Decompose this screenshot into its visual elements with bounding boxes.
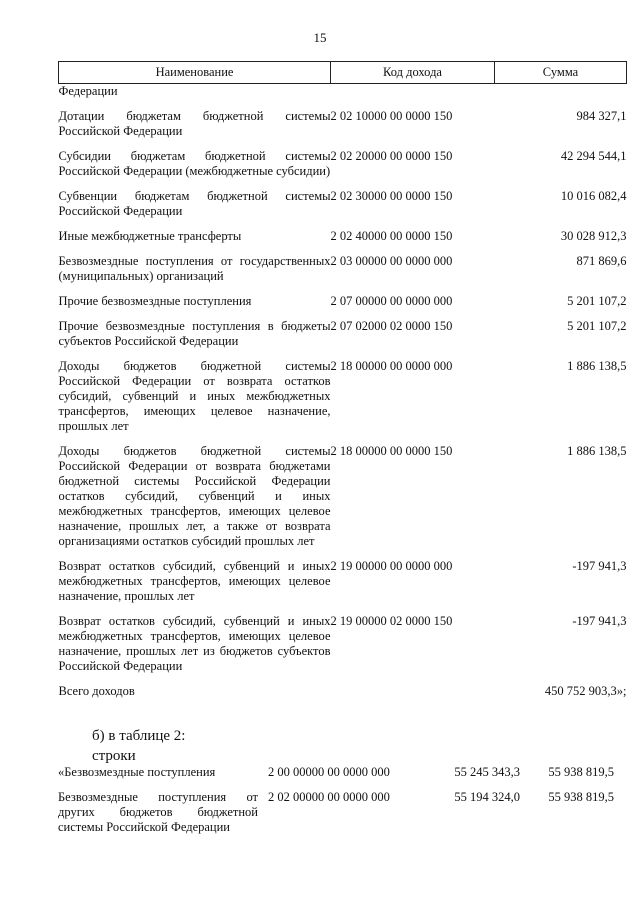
row-name: Иные межбюджетные трансферты: [58, 229, 242, 243]
row-sum: 1 886 138,5: [567, 444, 627, 458]
row-value-1: 55 245 343,3: [454, 765, 520, 779]
table-row: [59, 444, 627, 559]
header-name: Наименование: [59, 62, 331, 84]
header-code: Код дохода: [331, 62, 495, 84]
row-code: 2 18 00000 00 0000 000: [330, 359, 453, 373]
row-name: Безвозмездные поступления от государственных (муниципальных) организаций: [58, 254, 331, 283]
row-code: 2 02 10000 00 0000 150: [330, 109, 453, 123]
table-row: [59, 254, 627, 294]
row-code: 2 03 00000 00 0000 000: [330, 254, 453, 268]
row-name: Прочие безвозмездные поступления: [58, 294, 252, 308]
row-name: Доходы бюджетов бюджетной системы Российской Федерации от возврата остатков субсидий, субвенций и иных межбюджетных трансфертов, имеющих целевое назначение, прошлых лет: [58, 359, 331, 433]
row-code: 2 02 20000 00 0000 150: [330, 149, 453, 163]
section-b: [92, 726, 185, 766]
row-name: Возврат остатков субсидий, субвенций и иных межбюджетных трансфертов, имеющих целевое назначение, прошлых лет: [58, 559, 331, 603]
row-code: 2 02 00000 00 0000 000: [268, 790, 390, 804]
row-name: Федерации: [58, 84, 118, 98]
row-sum: 10 016 082,4: [560, 189, 627, 203]
row-sum: 984 327,1: [576, 109, 627, 123]
row-name: Безвозмездные поступления от других бюджетов бюджетной системы Российской Федерации: [58, 790, 258, 834]
table-row: [59, 614, 627, 684]
row-value-2: 55 938 819,5: [548, 790, 614, 804]
row-code: 2 00 00000 00 0000 000: [268, 765, 390, 779]
row-sum: 1 886 138,5: [567, 359, 627, 373]
table-row-total: [59, 684, 627, 699]
row-name: Доходы бюджетов бюджетной системы Российской Федерации от возврата бюджетами бюджетной системы Российской Федерации остатков субсидий, субвенций и иных межбюджетных трансфертов, имеющих целевое назначение, прошлых лет, а также от возврата организациями остатков субсидий прошлых лет: [58, 444, 331, 548]
row-value-2: 55 938 819,5: [548, 765, 614, 779]
table-header-row: [59, 62, 627, 84]
row-sum: 30 028 912,3: [560, 229, 627, 243]
table-2-rows: [58, 765, 618, 835]
table-row: [59, 559, 627, 614]
table-row: [59, 189, 627, 229]
row-name: Дотации бюджетам бюджетной системы Российской Федерации: [58, 109, 331, 138]
table-row: [59, 359, 627, 444]
row-name: Возврат остатков субсидий, субвенций и иных межбюджетных трансфертов, имеющих целевое назначение, прошлых лет из бюджетов субъектов Российской Федерации: [58, 614, 331, 673]
table-row: [59, 84, 627, 110]
row-sum: 871 869,6: [576, 254, 627, 268]
row-code: 2 18 00000 00 0000 150: [330, 444, 453, 458]
table-row: [58, 790, 618, 835]
row-sum: -197 941,3: [572, 614, 627, 628]
total-sum: 450 752 903,3»;: [544, 684, 627, 698]
header-sum: Сумма: [495, 62, 627, 84]
row-code: 2 07 02000 02 0000 150: [330, 319, 453, 333]
row-code: 2 07 00000 00 0000 000: [330, 294, 453, 308]
page-number: 15: [313, 30, 327, 45]
row-code: 2 02 40000 00 0000 150: [330, 229, 453, 243]
row-name: Субвенции бюджетам бюджетной системы Российской Федерации: [58, 189, 331, 218]
row-code: [331, 84, 495, 110]
row-code: 2 02 30000 00 0000 150: [330, 189, 453, 203]
table-row: [59, 294, 627, 319]
row-sum: -197 941,3: [572, 559, 627, 573]
row-sum: [495, 84, 627, 110]
row-name: Субсидии бюджетам бюджетной системы Российской Федерации (межбюджетные субсидии): [58, 149, 331, 178]
table-row: [59, 109, 627, 149]
section-b-subheading: строки: [92, 748, 136, 764]
row-sum: 42 294 544,1: [560, 149, 627, 163]
table-row: [59, 149, 627, 189]
income-table: [58, 61, 626, 699]
row-sum: 5 201 107,2: [567, 319, 627, 333]
row-code: 2 19 00000 00 0000 000: [330, 559, 453, 573]
row-name: «Безвозмездные поступления: [58, 765, 216, 779]
row-sum: 5 201 107,2: [567, 294, 627, 308]
row-value-1: 55 194 324,0: [454, 790, 520, 804]
table-row: [59, 319, 627, 359]
table-row: [58, 765, 618, 790]
section-b-heading: б) в таблице 2:: [92, 728, 186, 744]
row-code: 2 19 00000 02 0000 150: [330, 614, 453, 628]
row-name: Прочие безвозмездные поступления в бюджеты субъектов Российской Федерации: [58, 319, 331, 348]
total-label: Всего доходов: [58, 684, 135, 698]
total-code: [331, 684, 495, 699]
table-row: [59, 229, 627, 254]
